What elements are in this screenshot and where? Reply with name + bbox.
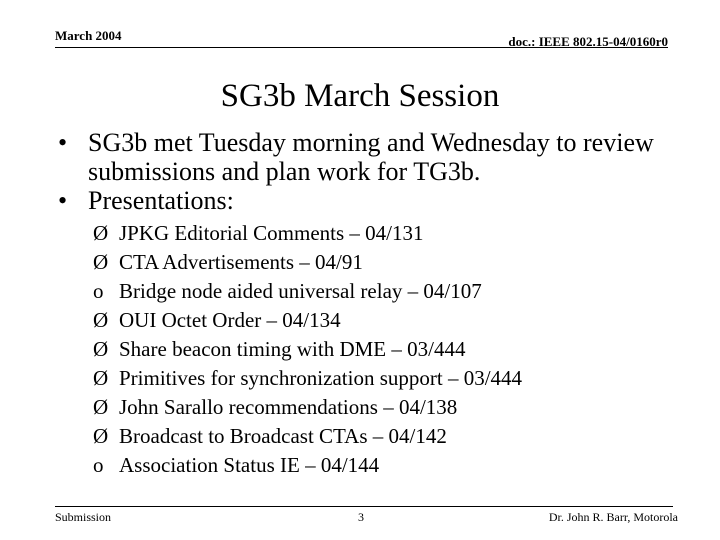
bullet-list xyxy=(58,128,678,215)
bullet-text: SG3b met Tuesday morning and Wednesday to review submissions and plan work for TG3b. xyxy=(88,128,654,186)
presentation-item xyxy=(93,422,522,451)
bullet-marker: • xyxy=(58,128,68,157)
arrow-marker-icon: Ø xyxy=(93,366,109,390)
bullet-marker: • xyxy=(58,186,68,215)
bullet-text: Presentations: xyxy=(88,186,234,215)
presentation-text: Share beacon timing with DME – 03/444 xyxy=(119,337,466,361)
presentation-text: John Sarallo recommendations – 04/138 xyxy=(119,395,458,419)
bullet-item xyxy=(58,128,678,186)
bullet-item xyxy=(58,186,678,215)
arrow-marker-icon: Ø xyxy=(93,308,109,332)
footer-submission: Submission xyxy=(55,510,112,524)
presentation-item xyxy=(93,219,522,248)
presentation-item xyxy=(93,277,522,306)
presentation-item xyxy=(93,335,522,364)
presentation-item xyxy=(93,306,522,335)
presentation-list xyxy=(93,219,522,480)
presentation-item xyxy=(93,248,522,277)
arrow-marker-icon: Ø xyxy=(93,337,109,361)
header-doc-id: doc.: IEEE 802.15-04/0160r0 xyxy=(508,34,668,49)
slide-title: SG3b March Session xyxy=(220,78,500,114)
presentation-text: Association Status IE – 04/144 xyxy=(119,453,380,477)
footer-author: Dr. John R. Barr, Motorola xyxy=(548,510,678,524)
presentation-item xyxy=(93,364,522,393)
presentation-text: Bridge node aided universal relay – 04/107 xyxy=(119,279,482,303)
presentation-text: Primitives for synchronization support – 03/444 xyxy=(119,366,523,390)
header-date: March 2004 xyxy=(55,28,122,43)
footer-divider xyxy=(55,506,673,507)
presentation-item xyxy=(93,393,522,422)
footer-page-number: 3 xyxy=(358,510,364,524)
arrow-marker-icon: Ø xyxy=(93,395,109,419)
arrow-marker-icon: Ø xyxy=(93,221,109,245)
presentation-text: Broadcast to Broadcast CTAs – 04/142 xyxy=(119,424,447,448)
header-divider xyxy=(55,47,668,48)
presentation-text: CTA Advertisements – 04/91 xyxy=(119,250,363,274)
circle-marker-icon: o xyxy=(93,453,104,477)
presentation-text: OUI Octet Order – 04/134 xyxy=(119,308,341,332)
presentation-item xyxy=(93,451,522,480)
presentation-text: JPKG Editorial Comments – 04/131 xyxy=(119,221,424,245)
circle-marker-icon: o xyxy=(93,279,104,303)
arrow-marker-icon: Ø xyxy=(93,424,109,448)
arrow-marker-icon: Ø xyxy=(93,250,109,274)
